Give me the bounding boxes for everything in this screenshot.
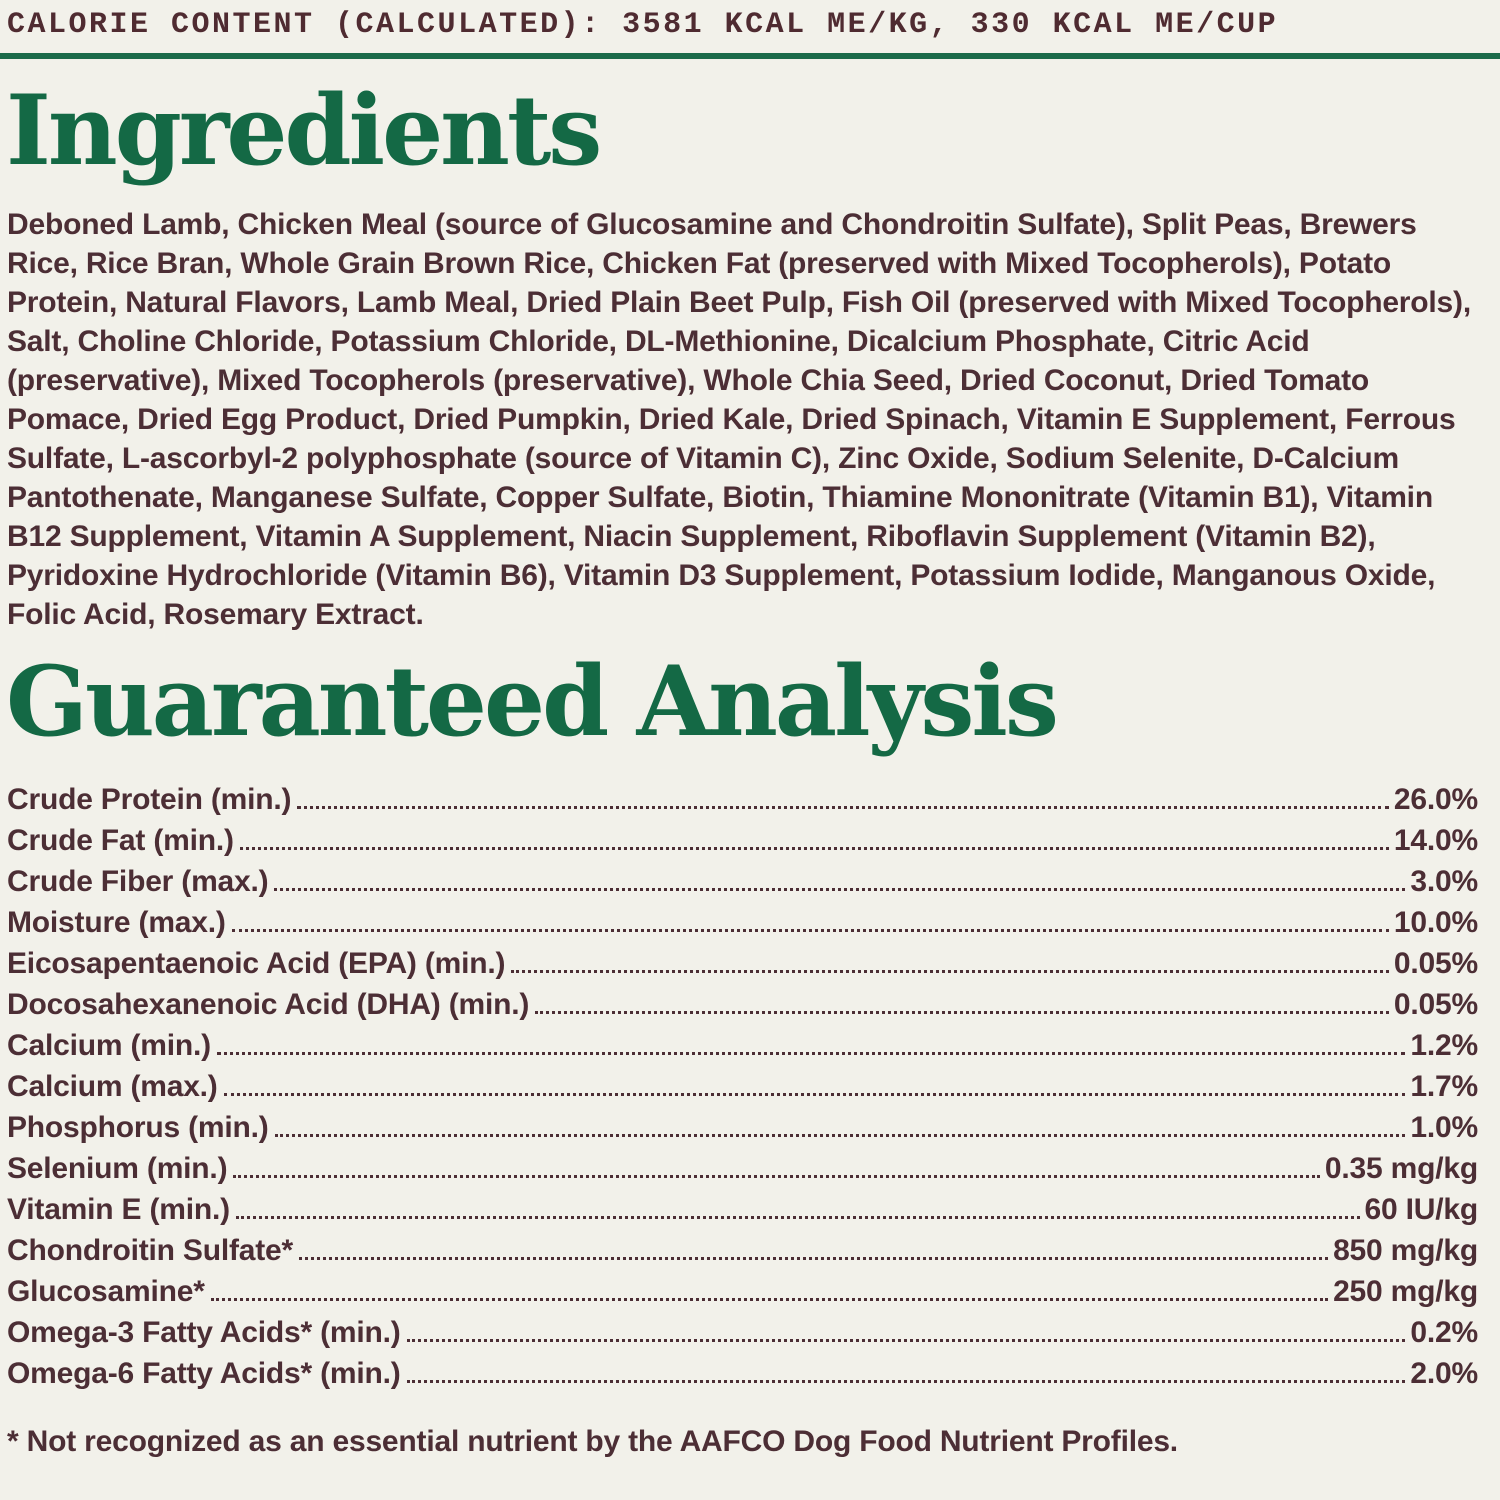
nutrient-label: Moisture (max.) (7, 906, 226, 939)
nutrient-label: Phosphorus (min.) (7, 1111, 269, 1144)
table-row (7, 1186, 1478, 1227)
header-divider-rule (0, 53, 1500, 59)
dot-leader (217, 1052, 1406, 1055)
dot-leader (297, 806, 1389, 809)
dot-leader (299, 1257, 1328, 1260)
ingredients-section (0, 74, 1500, 634)
nutrient-value: 10.0% (1393, 906, 1478, 939)
nutrient-value: 60 IU/kg (1364, 1193, 1478, 1226)
nutrient-label: Docosahexanenoic Acid (DHA) (min.) (7, 988, 530, 1021)
dot-leader (224, 1093, 1406, 1096)
nutrient-label: Omega-3 Fatty Acids* (min.) (7, 1316, 401, 1349)
nutrient-value: 0.05% (1393, 947, 1478, 980)
aafco-footnote: * Not recognized as an essential nutrient by the AAFCO Dog Food Nutrient Profiles. (7, 1425, 1178, 1458)
dot-leader (275, 1134, 1406, 1137)
nutrient-label: Eicosapentaenoic Acid (EPA) (min.) (7, 947, 506, 980)
dot-leader (240, 847, 1389, 850)
guaranteed-analysis-table (0, 776, 1500, 1391)
dot-leader (535, 1011, 1389, 1014)
table-row (7, 1145, 1478, 1186)
table-row (7, 1104, 1478, 1145)
nutrient-value: 0.05% (1393, 988, 1478, 1021)
nutrient-label: Selenium (min.) (7, 1152, 228, 1185)
nutrient-label: Calcium (min.) (7, 1029, 211, 1062)
nutrient-value: 0.2% (1410, 1316, 1478, 1349)
table-row (7, 817, 1478, 858)
nutrient-value: 2.0% (1410, 1357, 1478, 1390)
nutrient-value: 1.7% (1410, 1070, 1478, 1103)
table-row (7, 899, 1478, 940)
nutrient-value: 850 mg/kg (1333, 1234, 1478, 1267)
calorie-content-line: CALORIE CONTENT (CALCULATED): 3581 KCAL ME/KG, 330 KCAL ME/CUP (7, 8, 1279, 42)
nutrient-value: 26.0% (1393, 783, 1478, 816)
nutrient-label: Crude Protein (min.) (7, 783, 292, 816)
dot-leader (232, 929, 1389, 932)
nutrient-label: Glucosamine* (7, 1275, 205, 1308)
nutrient-value: 14.0% (1393, 824, 1478, 857)
ingredients-list-text: Deboned Lamb, Chicken Meal (source of Glucosamine and Chondroitin Sulfate), Split Peas, Brewers Rice, Rice Bran, Whole Grain Brown Rice, Chicken Fat (preserved with Mixed Tocopherols), Potato Protein, Natural Flavors, Lamb Meal, Dried Plain Beet Pulp, Fish Oil (preserved with Mixed Tocopherols), Salt, Choline Chloride, Potassium Chloride, DL-Methionine, Dicalcium Phosphate, Citric Acid (preservative), Mixed Tocopherols (preservative), Whole Chia Seed, Dried Coconut, Dried Tomato Pomace, Dried Egg Product, Dried Pumpkin, Dried Kale, Dried Spinach, Vitamin E Supplement, Ferrous Sulfate, L-ascorbyl-2 polyphosphate (source of Vitamin C), Zinc Oxide, Sodium Selenite, D-Calcium Pantothenate, Manganese Sulfate, Copper Sulfate, Biotin, Thiamine Mononitrate (Vitamin B1), Vitamin B12 Supplement, Vitamin A Supplement, Niacin Supplement, Riboflavin Supplement (Vitamin B2), Pyridoxine Hydrochloride (Vitamin B6), Vitamin D3 Supplement, Potassium Iodide, Manganous Oxide, Folic Acid, Rosemary Extract. (7, 208, 1471, 631)
table-row (7, 981, 1478, 1022)
nutrient-value: 250 mg/kg (1333, 1275, 1478, 1308)
table-row (7, 1350, 1478, 1391)
nutrient-value: 1.2% (1410, 1029, 1478, 1062)
nutrient-value: 0.35 mg/kg (1324, 1152, 1478, 1185)
dot-leader (236, 1216, 1360, 1219)
table-row (7, 1063, 1478, 1104)
nutrient-label: Calcium (max.) (7, 1070, 218, 1103)
dot-leader (407, 1380, 1406, 1383)
table-row (7, 776, 1478, 817)
nutrient-value: 1.0% (1410, 1111, 1478, 1144)
table-row (7, 1022, 1478, 1063)
nutrient-label: Chondroitin Sulfate* (7, 1234, 293, 1267)
ingredients-heading: Ingredients (6, 74, 600, 187)
dot-leader (407, 1339, 1406, 1342)
table-row (7, 858, 1478, 899)
nutrient-label: Crude Fiber (max.) (7, 865, 269, 898)
dot-leader (211, 1298, 1328, 1301)
dot-leader (511, 970, 1389, 973)
nutrient-label: Omega-6 Fatty Acids* (min.) (7, 1357, 401, 1390)
guaranteed-analysis-heading: Guaranteed Analysis (6, 645, 1056, 758)
table-row (7, 1268, 1478, 1309)
table-row (7, 940, 1478, 981)
table-row (7, 1309, 1478, 1350)
table-row (7, 1227, 1478, 1268)
nutrient-label: Vitamin E (min.) (7, 1193, 230, 1226)
nutrient-label: Crude Fat (min.) (7, 824, 234, 857)
dot-leader (233, 1175, 1320, 1178)
nutrient-value: 3.0% (1410, 865, 1478, 898)
guaranteed-analysis-section (0, 645, 1500, 1461)
dot-leader (274, 888, 1405, 891)
